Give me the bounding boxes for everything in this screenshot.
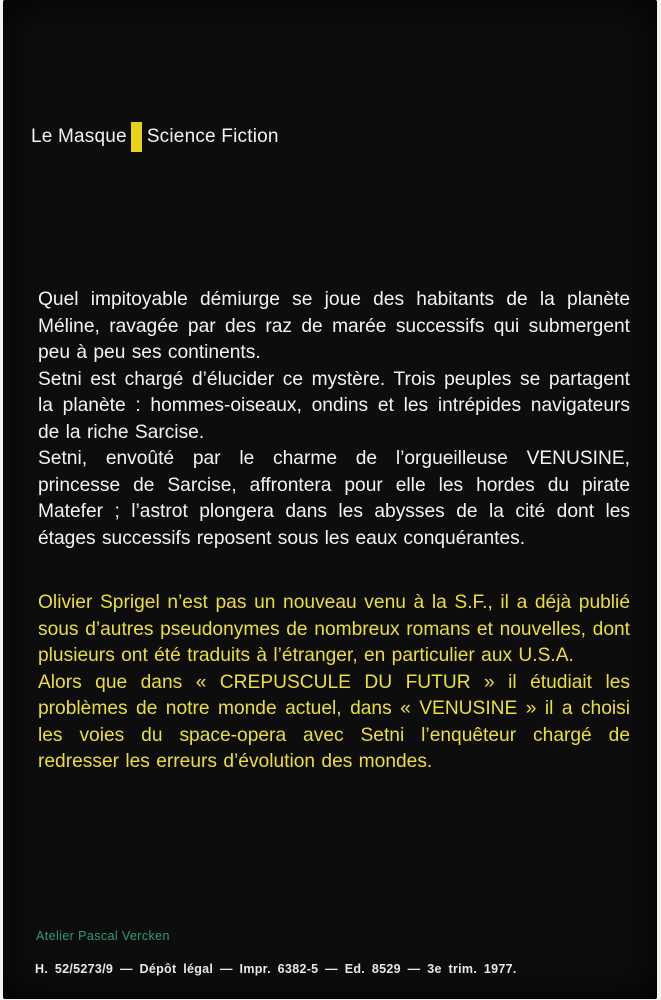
author-paragraph: Olivier Sprigel n’est pas un nouveau venu à la S.F., il a déjà publié sous d’autres pseudonymes de nombreux romans et nouvelles, dont plusieurs ont été traduits à l’étranger, en particulier aux U.S.A. xyxy=(38,592,630,666)
series-label-left: Le Masque xyxy=(31,126,127,147)
story-paragraph: Setni, envoûté par le charme de l’orgueilleuse VENUSINE, princesse de Sarcise, affrontera pour elle les hordes du pirate Matefer ; l’astrot plongera dans les abysses de la cité dont les étages successifs reposent sous les eaux conquérantes. xyxy=(38,448,630,549)
author-note xyxy=(38,590,630,776)
series-heading xyxy=(31,122,279,152)
story-paragraph: Quel impitoyable démiurge se joue des habitants de la planète Méline, ravagée par des raz de marée successifs qui submergent peu à peu ses continents. xyxy=(38,289,630,363)
story-summary xyxy=(38,287,630,552)
series-label-right: Science Fiction xyxy=(146,126,279,147)
legal-deposit-line: H. 52/5273/9 — Dépôt légal — Impr. 6382-5 — Ed. 8529 — 3e trim. 1977. xyxy=(35,962,517,976)
cover-design-credit: Atelier Pascal Vercken xyxy=(36,929,170,943)
author-paragraph: Alors que dans « CREPUSCULE DU FUTUR » il étudiait les problèmes de notre monde actuel, dans « VENUSINE » il a choisi les voies du space-opera avec Setni l’enquêteur chargé de redresser les erreurs d’évolution des mondes. xyxy=(38,671,630,772)
story-paragraph: Setni est chargé d’élucider ce mystère. Trois peuples se partagent la planète : hommes-oiseaux, ondins et les intrépides navigateurs de la riche Sarcise. xyxy=(38,368,630,443)
back-cover xyxy=(3,0,657,999)
yellow-bar-divider xyxy=(131,122,142,152)
